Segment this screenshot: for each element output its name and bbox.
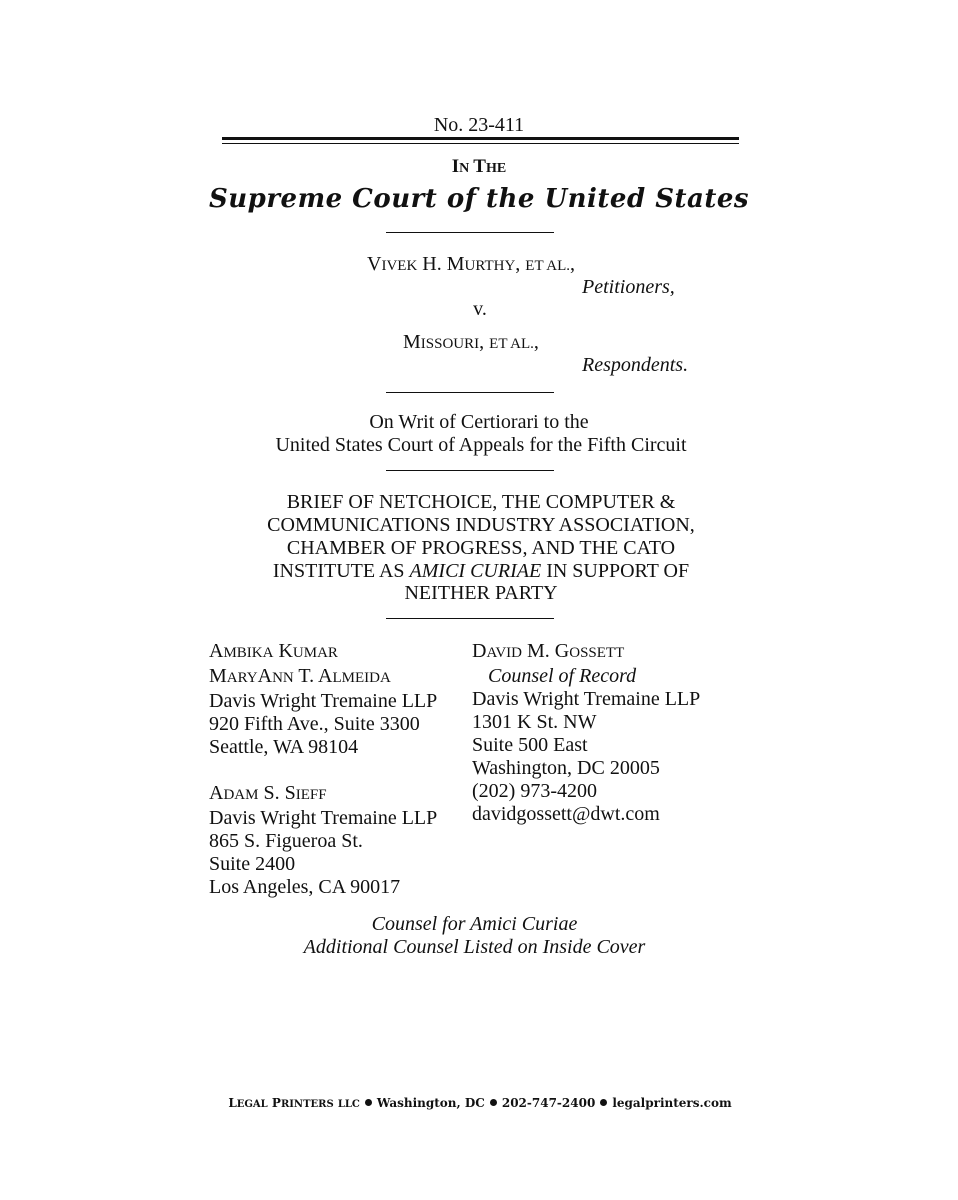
divider-2 <box>386 392 554 393</box>
petitioner-name: VIVEK H. MURTHY, ET AL., <box>367 253 576 275</box>
court-name: Supreme Court of the United States <box>208 184 750 214</box>
closing-line-1: Counsel for Amici Curiae <box>371 913 578 935</box>
counsel-name-sieff: ADAM S. SIEFF <box>209 782 327 804</box>
counsel-address-2-line-3: Los Angeles, CA 90017 <box>209 876 401 898</box>
docket-number: No. 23-411 <box>433 114 525 136</box>
counsel-right-column <box>472 640 742 826</box>
counsel-name-kumar: AMBIKA KUMAR <box>209 640 338 662</box>
counsel-address-1-line-2: Seattle, WA 98104 <box>209 736 359 758</box>
counsel-address-2-line-2: Suite 2400 <box>209 853 296 875</box>
header-rule-thin <box>222 143 739 144</box>
in-the-heading: IN THE <box>451 156 507 177</box>
counsel-address-2-line-1: 865 S. Figueroa St. <box>209 830 363 852</box>
petitioner-role: Petitioners, <box>582 276 675 298</box>
brief-line-3: CHAMBER OF PROGRESS, AND THE CATO <box>286 537 676 559</box>
header-rule-thick <box>222 137 739 140</box>
counsel-address-3-line-1: 1301 K St. NW <box>472 711 597 733</box>
brief-line-2: COMMUNICATIONS INDUSTRY ASSOCIATION, <box>267 514 695 536</box>
bullet-icon <box>365 1099 372 1106</box>
counsel-address-3-line-3: Washington, DC 20005 <box>472 757 660 779</box>
counsel-email: davidgossett@dwt.com <box>472 803 660 825</box>
respondent-role: Respondents. <box>582 354 689 376</box>
counsel-firm-3: Davis Wright Tremaine LLP <box>472 688 701 710</box>
printer-footer: LEGAL PRINTERS LLC Washington, DC 202-747-2400 legalprinters.com <box>228 1096 732 1110</box>
counsel-of-record: Counsel of Record <box>488 665 637 687</box>
brief-line-1: BRIEF OF NETCHOICE, THE COMPUTER & <box>286 491 676 513</box>
brief-line-5: NEITHER PARTY <box>404 582 558 604</box>
versus: v. <box>473 298 487 320</box>
writ-line-2: United States Court of Appeals for the Fifth Circuit <box>275 434 687 456</box>
closing-line-2: Additional Counsel Listed on Inside Cover <box>303 936 646 958</box>
divider-3 <box>386 470 554 471</box>
writ-line-1: On Writ of Certiorari to the <box>369 411 589 433</box>
counsel-firm-2: Davis Wright Tremaine LLP <box>209 807 438 829</box>
counsel-name-gossett: DAVID M. GOSSETT <box>472 640 625 662</box>
bullet-icon <box>490 1099 497 1106</box>
counsel-address-1-line-1: 920 Fifth Ave., Suite 3300 <box>209 713 420 735</box>
divider-1 <box>386 232 554 233</box>
counsel-address-3-line-2: Suite 500 East <box>472 734 588 756</box>
bullet-icon <box>600 1099 607 1106</box>
respondent-name: MISSOURI, ET AL., <box>403 331 539 353</box>
counsel-name-almeida: MARYANN T. ALMEIDA <box>209 665 391 687</box>
counsel-phone: (202) 973-4200 <box>472 780 597 802</box>
brief-line-4: INSTITUTE AS AMICI CURIAE IN SUPPORT OF <box>272 560 690 582</box>
divider-4 <box>386 618 554 619</box>
counsel-firm-1: Davis Wright Tremaine LLP <box>209 690 438 712</box>
counsel-left-column <box>209 640 469 899</box>
